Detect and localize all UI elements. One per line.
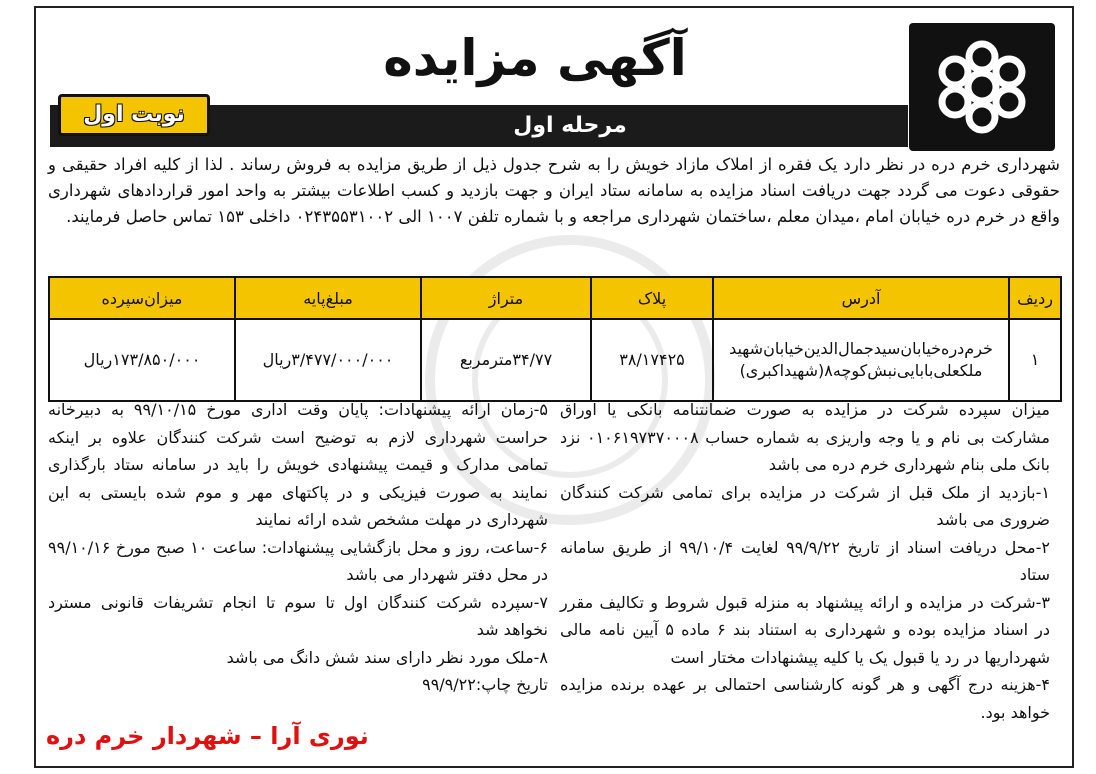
cell-deposit: ۱۷۳/۸۵۰/۰۰۰ریال xyxy=(49,319,235,401)
condition-8: ۸-ملک مورد نظر دارای سند شش دانگ می باشد xyxy=(226,647,548,667)
table-header-row xyxy=(49,277,1061,319)
print-date: تاریخ چاپ:۹۹/۹/۲۲ xyxy=(422,675,548,694)
property-table xyxy=(48,276,1062,402)
cell-row-number: ۱ xyxy=(1009,319,1061,401)
condition-3: ۳-شرکت در مزایده و ارائه پیشنهاد به منزله قبول شروط و تکالیف مقرر در اسناد مزایده بوده و شهرداری به استناد بند ۶ ماده ۵ آیین نامه مالی شهرداریها در رد یا قبول یک یا کلیه پیشنهادات مختار است xyxy=(560,592,1051,667)
header-deposit: میزان‌سپرده xyxy=(49,277,235,319)
header-area: متراژ xyxy=(421,277,591,319)
condition-2: ۲-محل دریافت اسناد از تاریخ ۹۹/۹/۲۲ لغایت ۹۹/۱۰/۴ از طریق سامانه ستاد xyxy=(560,537,1050,584)
header-address: آدرس xyxy=(713,277,1009,319)
cell-area: ۳۴/۷۷مترمربع xyxy=(421,319,591,401)
condition-6: ۶-ساعت، روز و محل بازگشایی پیشنهادات: ساعت ۱۰ صبح مورخ ۹۹/۱۰/۱۶ در محل دفتر شهردار می باشد xyxy=(48,537,548,584)
cell-plaque: ۳۸/۱۷۴۲۵ xyxy=(591,319,713,401)
condition-5: ۵-زمان ارائه پیشنهادات: پایان وقت اداری مورخ ۹۹/۱۰/۱۵ به دبیرخانه حراست شهرداری لازم به توضیح است شرکت کنندگان علاوه بر اینکه تمامی مدارک و قیمت پیشنهادی خویش را باید در سامانه ستاد بارگذاری نمایند به صورت فیزیکی و در پاکتهای مهر و موم شده بایستی به این شهرداری در مهلت مشخص شده ارائه نمایند xyxy=(48,400,549,529)
cell-base-price: ۳/۴۷۷/۰۰۰/۰۰۰ریال xyxy=(235,319,421,401)
mayor-signature: نوری آرا – شهردار خرم دره xyxy=(46,722,369,750)
header-base-price: مبلغ‌پایه xyxy=(235,277,421,319)
conditions-left-column xyxy=(48,396,548,699)
page-title: آگهی مزایده xyxy=(383,29,687,87)
cell-address: خرم‌دره‌خیابان‌سیدجمال‌الدین‌خیابان‌شهید ملکعلی‌بابایی‌نبش‌کوچه۸(شهیداکبری) xyxy=(713,319,1009,401)
header-row-number: ردیف xyxy=(1009,277,1061,319)
municipality-emblem-icon xyxy=(909,23,1055,151)
header-plaque: پلاک xyxy=(591,277,713,319)
conditions-right-column xyxy=(560,396,1050,726)
condition-1: ۱-بازدید از ملک قبل از شرکت در مزایده برای تمامی شرکت کنندگان ضروری می باشد xyxy=(560,482,1050,529)
condition-4: ۴-هزینه درج آگهی و هر گونه کارشناسی احتمالی بر عهده برنده مزایده خواهد بود. xyxy=(560,675,1050,722)
condition-7: ۷-سپرده شرکت کنندگان اول تا سوم تا انجام تشریفات قانونی مسترد نخواهد شد xyxy=(48,592,548,639)
table-row xyxy=(49,319,1061,401)
condition-deposit: میزان سپرده شرکت در مزایده به صورت ضمانتنامه بانکی یا اوراق مشارکت بی نام و یا وجه واریزی به شماره حساب ۰۱۰۶۱۹۷۳۷۰۰۰۸ نزد بانک ملی بنام شهرداری خرم دره می باشد xyxy=(560,400,1050,474)
stage-label: مرحله اول xyxy=(513,113,627,138)
intro-paragraph: شهرداری خرم دره در نظر دارد یک فقره از املاک مازاد خویش را به شرح جدول ذیل از طریق مزایده به فروش رساند . لذا از کلیه افراد حقیقی و حقوقی دعوت می گردد جهت دریافت اسناد مزایده به سامانه ستاد ایران و جهت بازدید و کسب اطلاعات بیشتر به واحد امور قراردادهای شهرداری واقع در خرم دره خیابان امام ،میدان معلم ،ساختمان شهرداری مراجعه و با شماره تلفن ۱۰۰۷ الی ۰۲۴۳۵۵۳۱۰۰۲ داخلی ۱۵۳ تماس حاصل فرمایند. xyxy=(48,155,1060,226)
round-badge: نوبت اول xyxy=(58,94,210,136)
